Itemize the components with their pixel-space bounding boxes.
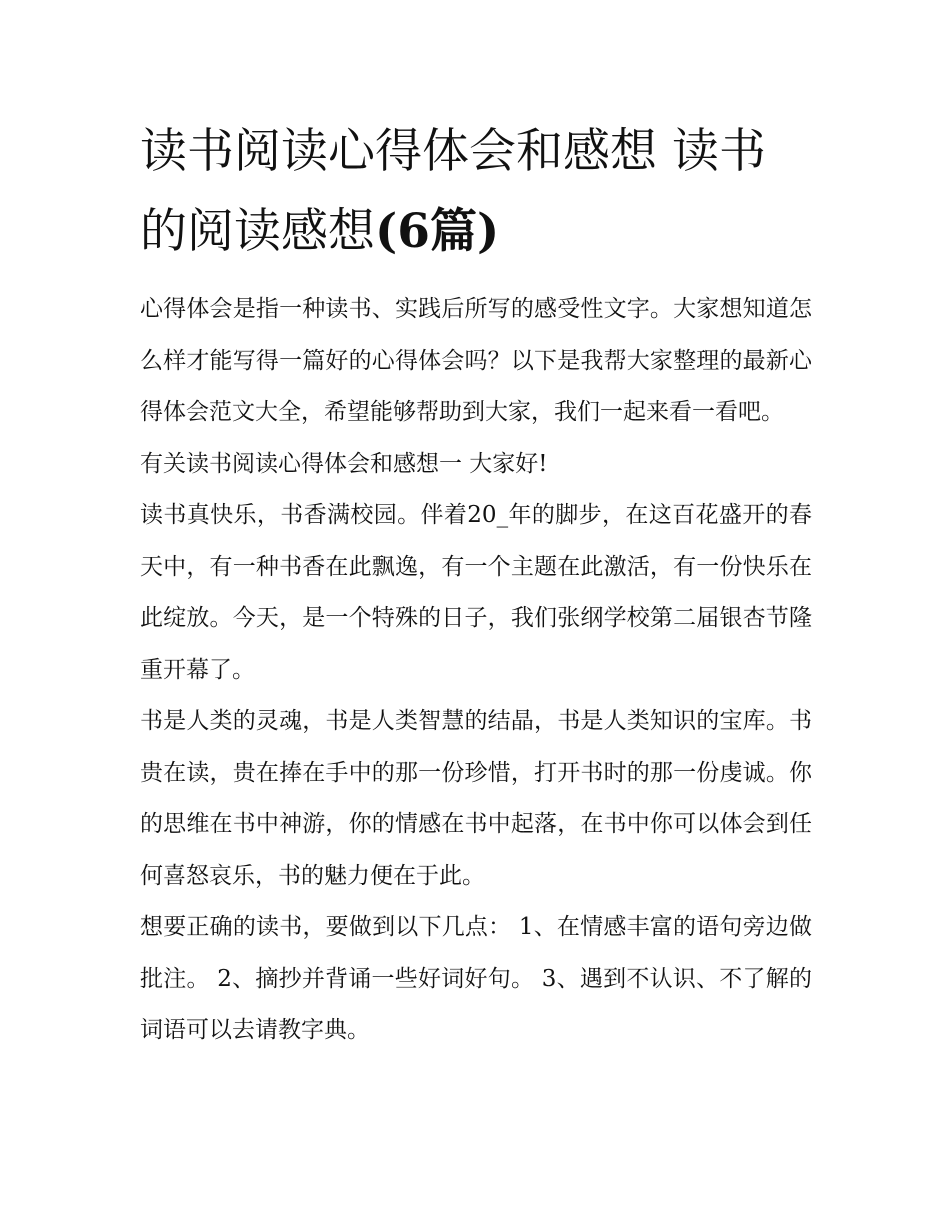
document-body: [140, 284, 812, 1057]
title-text: 读书阅读心得体会和感想 读书的阅读感想: [140, 124, 766, 259]
body-paragraph: 想要正确的读书，要做到以下几点： 1、在情感丰富的语句旁边做批注。 2、摘抄并背诵一些好词好句。 3、遇到不认识、不了解的词语可以去请教字典。: [140, 914, 812, 1043]
title-count: (6篇): [375, 204, 500, 259]
intro-paragraph: 心得体会是指一种读书、实践后所写的感受性文字。大家想知道怎么样才能写得一篇好的心得体会吗？以下是我帮大家整理的最新心得体会范文大全，希望能够帮助到大家，我们一起来看一看吧。: [140, 296, 812, 425]
body-paragraph: 书是人类的灵魂，书是人类智慧的结晶，书是人类知识的宝库。书贵在读，贵在捧在手中的那一份珍惜，打开书时的那一份虔诚。你的思维在书中神游，你的情感在书中起落，在书中你可以体会到任何喜怒哀乐，书的魅力便在于此。: [140, 708, 812, 889]
section-heading: 有关读书阅读心得体会和感想一 大家好!: [140, 450, 548, 477]
body-paragraph: 读书真快乐，书香满校园。伴着20_年的脚步，在这百花盛开的春天中，有一种书香在此飘逸，有一个主题在此激活，有一份快乐在此绽放。今天，是一个特殊的日子，我们张纲学校第二届银杏节隆重开幕了。: [140, 502, 812, 683]
document-page: [140, 112, 812, 1057]
document-title: [140, 112, 812, 272]
